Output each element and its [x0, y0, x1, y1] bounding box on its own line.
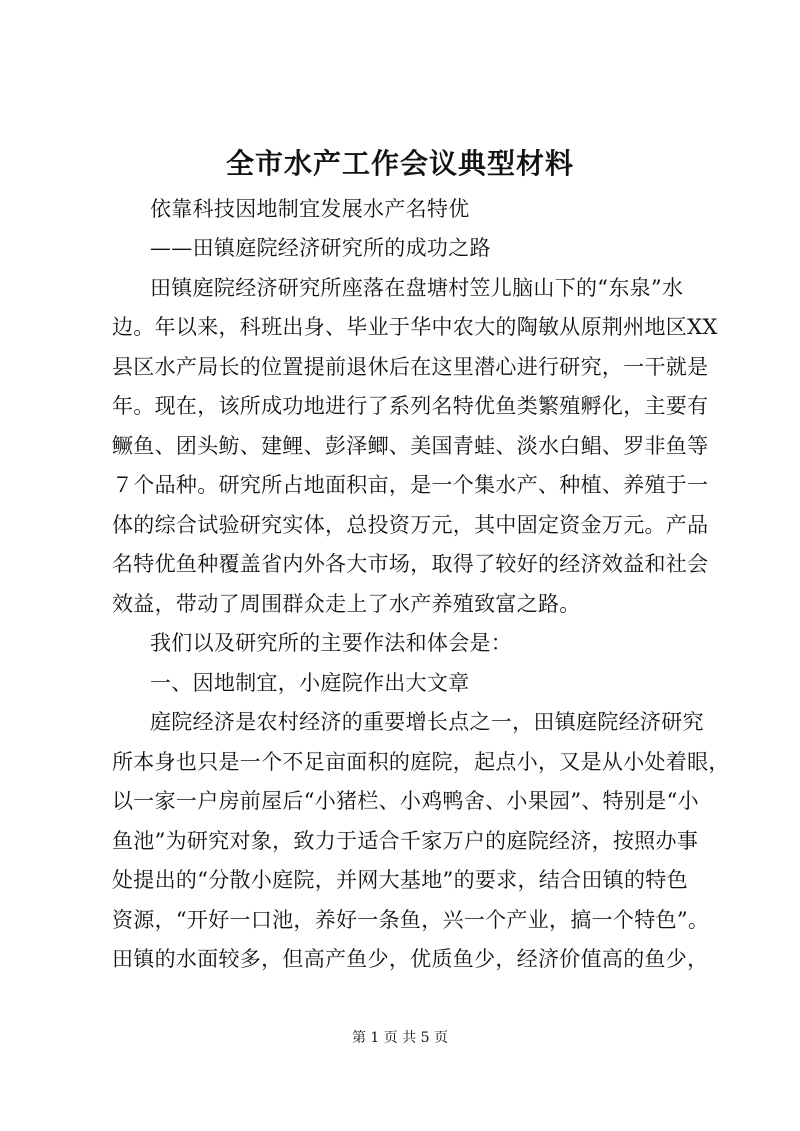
page-footer: 第 1 页 共 5 页 — [351, 1030, 449, 1046]
page-title: 全市水产工作会议典型材料 — [225, 147, 574, 180]
paragraph-line: ７个品种。研究所占地面积亩，是一个集水产、种植、养殖于一 — [112, 473, 709, 497]
paragraph-line: 田镇庭院经济研究所座落在盘塘村笠儿脑山下的“东泉”水 — [150, 276, 684, 300]
paragraph-line: 县区水产局长的位置提前退休后在这里潜心进行研究，一干就是 — [112, 355, 709, 379]
paragraph-line: 体的综合试验研究实体，总投资万元，其中固定资金万元。产品 — [112, 513, 709, 537]
paragraph-line: 田镇的水面较多，但高产鱼少，优质鱼少，经济价值高的鱼少， — [112, 947, 709, 971]
subtitle-line: 依靠科技因地制宜发展水产名特优 — [150, 197, 470, 221]
subtitle-line: ——田镇庭院经济研究所的成功之路 — [150, 236, 491, 260]
paragraph-line: 处提出的“分散小庭院，并网大基地”的要求，结合田镇的特色 — [112, 868, 688, 892]
paragraph-line: 资源，“开好一口池，养好一条鱼，兴一个产业，搞一个特色”。 — [112, 908, 710, 932]
paragraph-line: 边。年以来，科班出身、毕业于华中农大的陶敏从原荆州地区XX — [112, 315, 718, 339]
paragraph-line: 所本身也只是一个不足亩面积的庭院，起点小，又是从小处着眼， — [112, 750, 730, 774]
paragraph-line: 我们以及研究所的主要作法和体会是： — [150, 631, 513, 655]
paragraph-line: 庭院经济是农村经济的重要增长点之一，田镇庭院经济研究 — [150, 710, 704, 734]
paragraph-line: 年。现在，该所成功地进行了系列名特优鱼类繁殖孵化，主要有 — [112, 394, 709, 418]
section-heading: 一、因地制宜，小庭院作出大文章 — [150, 671, 470, 695]
paragraph-line: 以一家一户房前屋后“小猪栏、小鸡鸭舍、小果园”、特别是“小 — [112, 789, 699, 813]
paragraph-line: 名特优鱼种覆盖省内外各大市场，取得了较好的经济效益和社会 — [112, 552, 709, 576]
paragraph-line: 鳜鱼、团头鲂、建鲤、彭泽鲫、美国青蛙、淡水白鲳、罗非鱼等 — [112, 434, 709, 458]
paragraph-line: 效益，带动了周围群众走上了水产养殖致富之路。 — [112, 592, 581, 616]
paragraph-line: 鱼池”为研究对象，致力于适合千家万户的庭院经济，按照办事 — [112, 829, 699, 853]
